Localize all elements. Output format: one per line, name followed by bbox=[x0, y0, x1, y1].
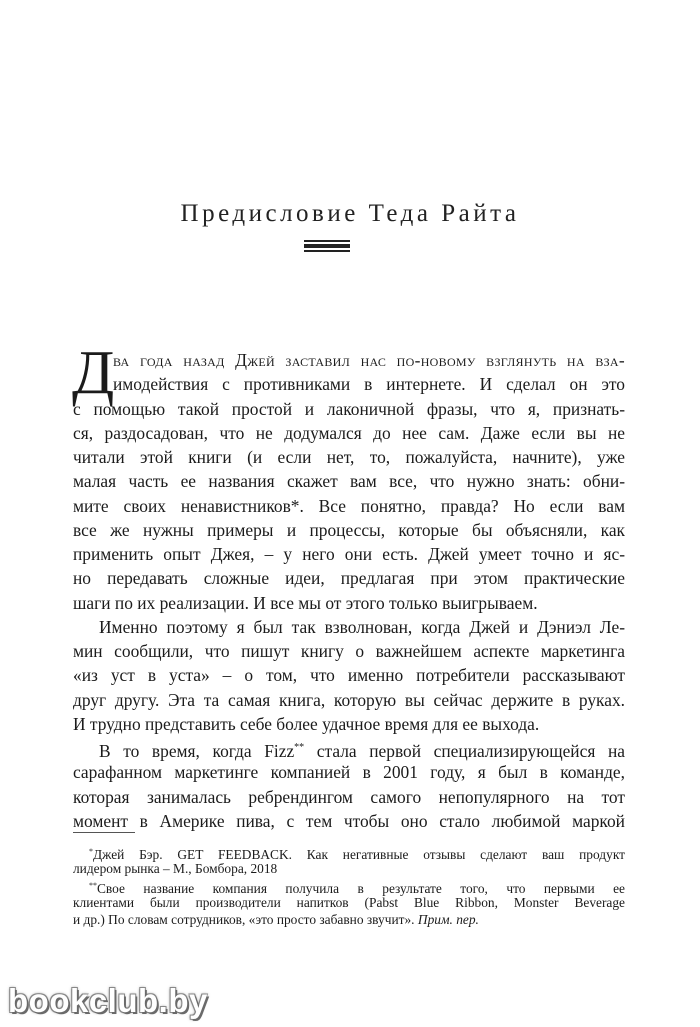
body-text: В то время, когда Fizz bbox=[99, 741, 295, 761]
footnote-1-line-2: лидером рынка – М., Бомбора, 2018 bbox=[73, 861, 278, 876]
body-line: применить опыт Джея, – у него они есть. Джей умеет точно и яс- bbox=[73, 544, 625, 564]
title-ornament bbox=[304, 240, 350, 252]
footnote-ref: ** bbox=[294, 742, 305, 753]
footnote-2-line-2: клиентами были производители напитков (Pabst Blue Ribbon, Monster Beverage bbox=[73, 895, 625, 910]
footnote-text: Свое название компания получила в результате того, что первыми ее bbox=[97, 881, 625, 896]
body-line-fizz bbox=[73, 736, 625, 760]
body-line: с помощью такой простой и лаконичной фразы, что я, признать- bbox=[73, 399, 625, 419]
footnote-2 bbox=[73, 877, 625, 894]
body-line: но передавать сложные идеи, предлагая при этом практические bbox=[73, 568, 625, 588]
body-line: шаги по их реализации. И все мы от этого только выигрываем. bbox=[73, 593, 538, 613]
body-line: «из уст в уста» – о том, что именно потребители рассказывают bbox=[73, 665, 625, 685]
chapter-title: Предисловие Теда Райта bbox=[180, 200, 520, 227]
footnote-1 bbox=[73, 843, 625, 860]
watermark-logo: bookclub.by bbox=[8, 982, 208, 1019]
footnote-text: и др.) По словам сотрудников, «это просто забавно звучит». bbox=[73, 912, 415, 927]
body-line: Именно поэтому я был так взволнован, когда Джей и Дэниэл Ле- bbox=[99, 617, 625, 637]
footnote-mark: * bbox=[89, 847, 93, 856]
footnote-2-line-3 bbox=[73, 911, 625, 928]
body-line: ся, раздосадован, что не додумался до нее сам. Даже если вы не bbox=[73, 423, 625, 443]
drop-cap: Д bbox=[72, 339, 115, 407]
body-line: все же нужны примеры и процессы, которые бы объясняли, как bbox=[73, 520, 625, 540]
footnote-mark: ** bbox=[89, 881, 97, 890]
body-line: мите своих ненавистников*. Все понятно, правда? Но если вам bbox=[73, 496, 625, 516]
footnote-separator bbox=[73, 832, 135, 833]
translator-note: Прим. пер. bbox=[417, 912, 479, 927]
body-line: имодействия с противниками в интернете. И сделал он это bbox=[113, 374, 625, 394]
body-line: сарафанном маркетинге компанией в 2001 году, я был в команде, bbox=[73, 762, 625, 782]
body-line: мин сообщили, что пишут книгу о важнейшем аспекте маркетинга bbox=[73, 641, 625, 661]
body-line: малая часть ее названия скажет вам все, что нужно знать: обни- bbox=[73, 471, 625, 491]
body-line: момент в Америке пива, с тем чтобы оно стало любимой маркой bbox=[73, 811, 625, 831]
footnote-text: Джей Бэр. GET FEEDBACK. Как негативные отзывы сделают ваш продукт bbox=[93, 847, 625, 862]
body-line: ва года назад Джей заставил нас по-новому взглянуть на вза- bbox=[113, 350, 625, 370]
body-line: читали этой книги (и если нет, то, пожалуйста, начните), уже bbox=[73, 447, 625, 467]
body-line: И трудно представить себе более удачное время для ее выхода. bbox=[73, 714, 540, 734]
body-line: которая занималась ребрендингом самого непопулярного на тот bbox=[73, 787, 625, 807]
body-line: друг другу. Эта та самая книга, которую вы сейчас держите в руках. bbox=[73, 690, 625, 710]
body-text: стала первой специализирующейся на bbox=[316, 741, 625, 761]
